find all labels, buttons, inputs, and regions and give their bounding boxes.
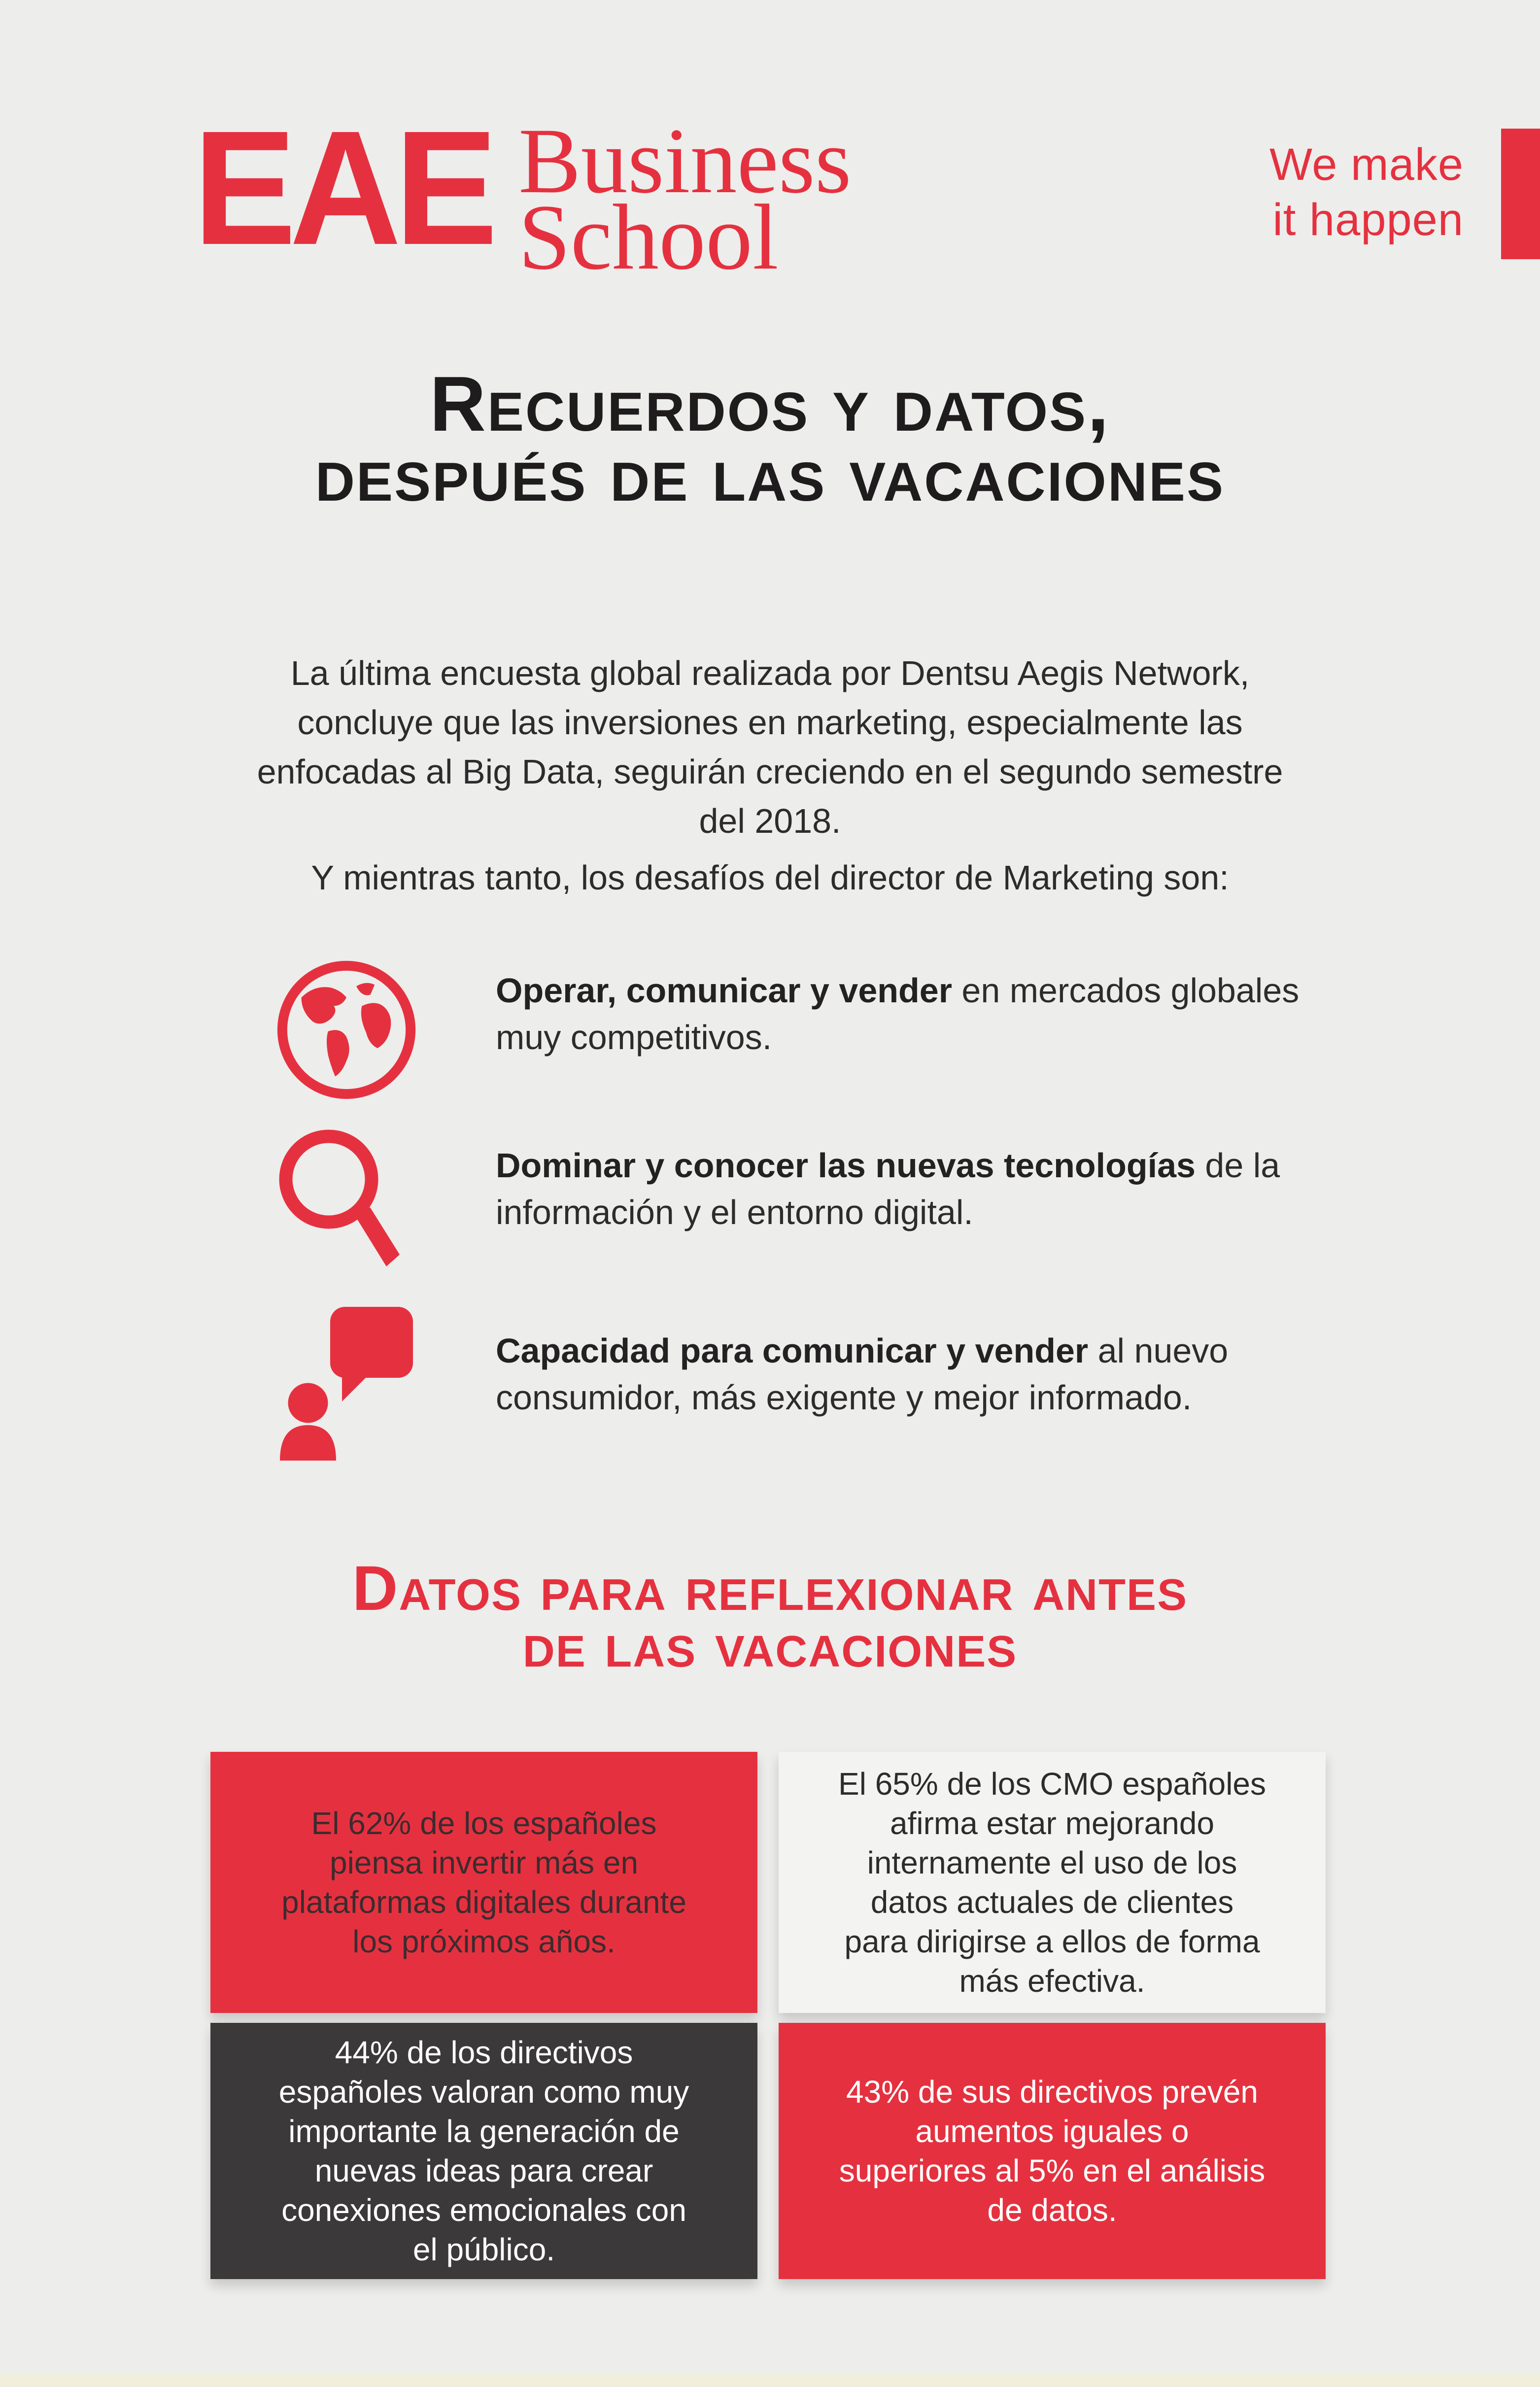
magnifier-icon (274, 1126, 422, 1274)
stat-line: el público. (412, 2232, 555, 2267)
eae-logo (193, 97, 507, 278)
lead-in-text: Y mientras tanto, los desafíos del director de Marketing son: (311, 858, 1229, 897)
stat-line: piensa invertir más en (329, 1845, 639, 1880)
section-heading-line1: Datos para reflexionar antes (352, 1553, 1188, 1624)
globe-icon (276, 958, 417, 1102)
challenge-line1 (496, 1328, 1228, 1374)
stat-line: 44% de los directivos (335, 2035, 633, 2070)
challenge-item (496, 1328, 1228, 1421)
stat-line: datos actuales de clientes (870, 1884, 1234, 1920)
stat-line: nuevas ideas para crear (314, 2153, 653, 2188)
challenge-item (496, 967, 1299, 1061)
tagline-line2: it happen (1272, 195, 1464, 245)
challenge-line2: muy competitivos. (496, 1018, 772, 1057)
stat-box-dark-bottom-left (210, 2023, 757, 2279)
challenge-line1 (496, 1142, 1280, 1189)
stat-line: de datos. (987, 2192, 1117, 2228)
challenge-line2: información y el entorno digital. (496, 1193, 973, 1231)
challenge-line1 (496, 967, 1299, 1014)
stat-line: más efectiva. (959, 1963, 1145, 1999)
stat-line: españoles valoran como muy (278, 2074, 689, 2110)
stat-line: conexiones emocionales con (281, 2192, 686, 2228)
bottom-beige-strip (0, 2374, 1540, 2387)
page-title-line2: después de las vacaciones (315, 431, 1225, 517)
stat-box-light-top-right (779, 1752, 1326, 2013)
challenge-line2: consumidor, más exigente y mejor informado. (496, 1378, 1192, 1417)
challenge-bold-text: Dominar y conocer las nuevas tecnologías (496, 1146, 1196, 1185)
section-heading (0, 1553, 1540, 1680)
intro-line: enfocadas al Big Data, seguirán creciendo en el segundo semestre (257, 752, 1283, 791)
intro-paragraph (0, 648, 1540, 846)
brand-tagline (1269, 137, 1464, 247)
person-speech-icon (274, 1303, 422, 1461)
eae-logo-text: EAE (193, 97, 491, 278)
stat-line: El 65% de los CMO españoles (838, 1766, 1266, 1802)
tagline-line1: We make (1269, 139, 1464, 190)
page-title (0, 361, 1540, 517)
challenge-item (496, 1142, 1280, 1236)
stat-line: internamente el uso de los (867, 1845, 1237, 1880)
header-accent-bar (1501, 129, 1540, 259)
intro-line: concluye que las inversiones en marketing, especialmente las (297, 703, 1243, 742)
stat-line: aumentos iguales o (915, 2114, 1189, 2149)
challenge-bold-text: Capacidad para comunicar y vender (496, 1331, 1089, 1370)
challenge-regular-text: de la (1195, 1146, 1280, 1185)
stat-line: El 62% de los españoles (311, 1806, 657, 1841)
stat-line: para dirigirse a ellos de forma (844, 1924, 1260, 1959)
challenge-bold-text: Operar, comunicar y vender (496, 971, 952, 1010)
page-title-line1: Recuerdos y datos, (429, 361, 1111, 447)
stat-box-red-top-left (210, 1752, 757, 2013)
intro-line: La última encuesta global realizada por Dentsu Aegis Network, (290, 654, 1250, 692)
stat-line: 43% de sus directivos prevén (846, 2074, 1258, 2110)
section-heading-line2: de las vacaciones (522, 1610, 1018, 1680)
logo-wordmark-line2: School (518, 186, 779, 289)
stat-line: importante la generación de (288, 2114, 680, 2149)
stat-line: plataformas digitales durante (281, 1884, 686, 1920)
stat-line: superiores al 5% en el análisis (839, 2153, 1266, 2188)
stat-box-red-bottom-right (779, 2023, 1326, 2279)
challenge-regular-text: al nuevo (1088, 1331, 1229, 1370)
logo-wordmark (518, 109, 852, 289)
stat-line: los próximos años. (352, 1924, 616, 1959)
intro-line: del 2018. (699, 802, 841, 840)
challenge-regular-text: en mercados globales (952, 971, 1300, 1010)
logo-wordmark-line1: Business (518, 109, 852, 213)
stat-line: afirma estar mejorando (890, 1806, 1215, 1841)
